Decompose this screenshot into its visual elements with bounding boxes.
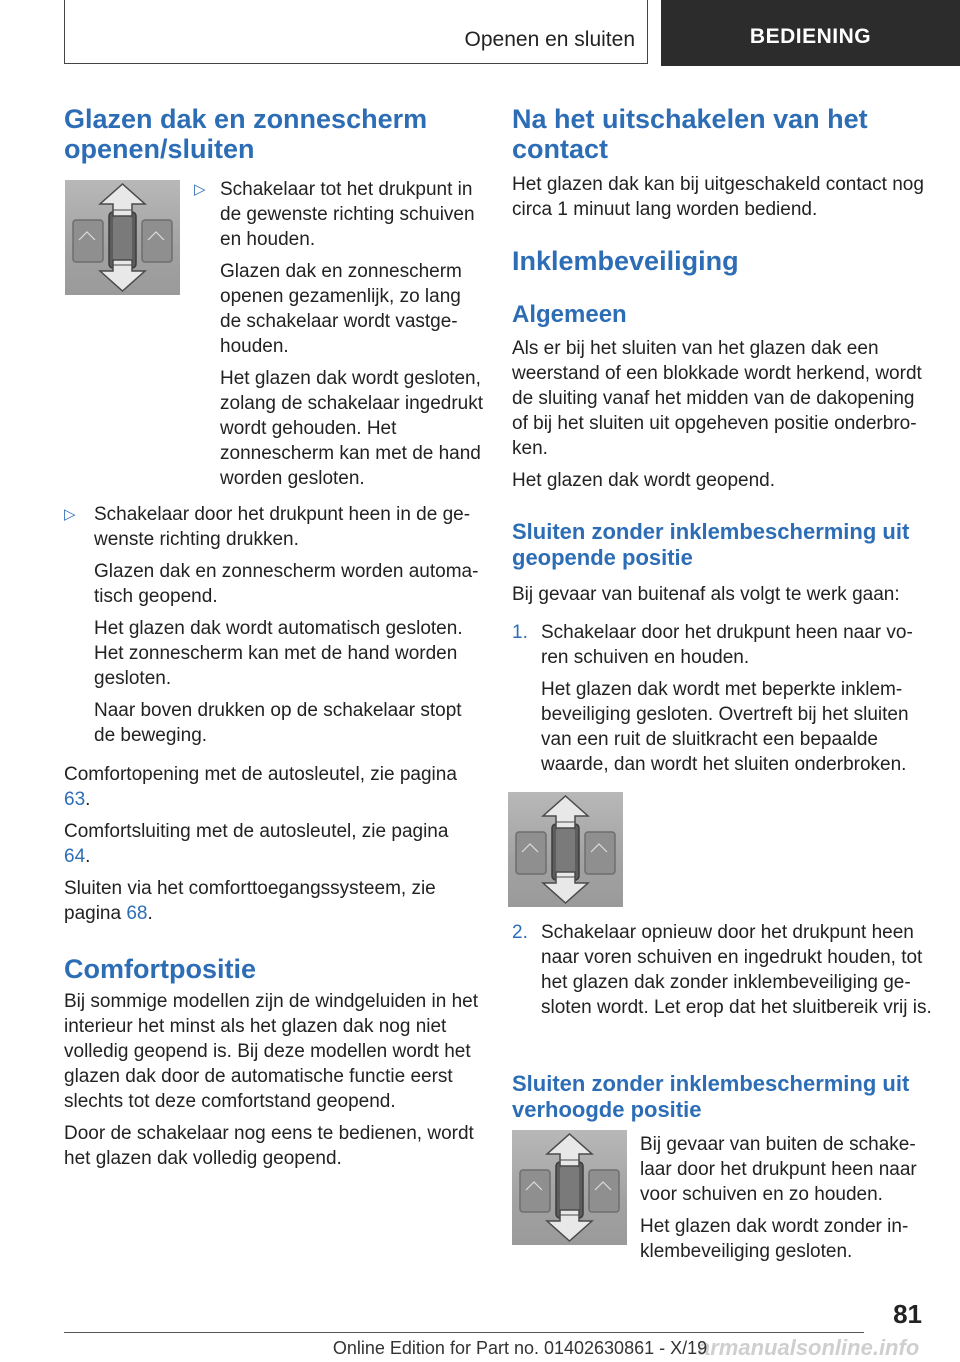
inklem-heading: Inklembeveiliging: [512, 246, 739, 276]
roof-switch-icon: [512, 1130, 627, 1245]
sub1-heading: Sluiten zonder inklembescherming uit geopende positie: [512, 519, 910, 570]
ref2-period: .: [85, 846, 91, 867]
comfort-p1: Bij sommige modellen zijn de windgeluiden in het interieur het minst als het glazen dak nog niet volledig geopend is. Bij deze modellen wordt het glazen dak door de automatische functie eerst slechts tot deze comfortstand geopend.: [64, 991, 479, 1112]
step1-text: Schakelaar tot het drukpunt in de gewenste richting schuiven en houden.: [220, 179, 475, 250]
ref3-period: .: [147, 903, 153, 924]
header-section-title: Openen en sluiten: [464, 28, 635, 51]
ref3-page-link[interactable]: 68: [126, 903, 148, 924]
left-heading: Glazen dak en zonnescherm openen/sluiten: [64, 104, 428, 164]
algemeen-block: [512, 336, 932, 493]
ref2-text: Comfortsluiting met de autosleutel, zie pagina: [64, 821, 449, 842]
sub1-step1-text: Schakelaar door het drukpunt heen naar voren schuiven en houden.: [541, 622, 913, 668]
step2-p1: Glazen dak en zonnescherm worden automatisch geopend.: [94, 561, 479, 607]
roof-switch-figure-3: [512, 1130, 627, 1245]
ref1-page-link[interactable]: 63: [64, 789, 86, 810]
ref2-page-link[interactable]: 64: [64, 846, 86, 867]
roof-switch-icon: [508, 792, 623, 907]
ref1-text: Comfortopening met de autosleutel, zie pagina: [64, 764, 457, 785]
watermark: armanualsonline.info: [698, 1335, 920, 1360]
edition-text: Online Edition for Part no. 01402630861 - X/19: [332, 1338, 708, 1358]
sub1-step1-number: 1.: [512, 622, 528, 643]
comfort-heading: Comfortpositie: [64, 954, 256, 984]
sub1-step1-p: Het glazen dak wordt met beperkte inklembeveiliging gesloten. Overtreft bij het sluiten van een ruit de sluitkracht een bepaalde waarde, dan wordt het sluiten onderbroken.: [541, 679, 909, 775]
algemeen-p2: Het glazen dak wordt geopend.: [512, 470, 776, 491]
step2-block: [64, 502, 484, 748]
chapter-tab-label: BEDIENING: [749, 25, 872, 48]
step1-block: [194, 177, 484, 491]
ref3-text: Sluiten via het comforttoegangssysteem, zie pagina: [64, 878, 436, 924]
page-number: 81: [893, 1299, 922, 1329]
step2-p3: Naar boven drukken op de schakelaar stopt de beweging.: [94, 700, 462, 746]
sub2-block: [640, 1132, 930, 1264]
roof-switch-figure-1: [65, 180, 180, 295]
step2-text: Schakelaar door het drukpunt heen in de gewenste richting drukken.: [94, 504, 471, 550]
sub1-step2: [512, 920, 932, 1020]
sub1-step2-number: 2.: [512, 922, 528, 943]
sub2-p2: Het glazen dak wordt zonder inklembeveiliging gesloten.: [640, 1216, 909, 1262]
step1-p2: Het glazen dak wordt gesloten, zolang de schakelaar ingedrukt wordt gehouden. Het zonnescherm kan met de hand worden gesloten.: [220, 368, 484, 489]
step2-bullet: ▷: [64, 506, 76, 523]
sub2-p1: Bij gevaar van buiten de schakelaar door het drukpunt heen naar voor schuiven en zo houden.: [640, 1134, 917, 1205]
sub2-heading: Sluiten zonder inklembescherming uit verhoogde positie: [512, 1071, 910, 1122]
comfort-p2: Door de schakelaar nog eens te bedienen, wordt het glazen dak volledig geopend.: [64, 1123, 474, 1169]
comfort-block: [64, 989, 484, 1171]
page-references: [64, 762, 464, 926]
right-p1: Het glazen dak kan bij uitgeschakeld contact nog circa 1 minuut lang worden bediend.: [512, 174, 924, 220]
roof-switch-icon: [65, 180, 180, 295]
sub1-step2-text: Schakelaar opnieuw door het drukpunt heen naar voren schuiven en ingedrukt houden, tot het glazen dak zonder inklembeveiliging gesloten wordt. Let erop dat het sluitbereik vrij is.: [541, 922, 932, 1018]
step1-bullet: ▷: [194, 181, 206, 198]
sub1-intro: Bij gevaar van buitenaf als volgt te werk gaan:: [512, 584, 900, 605]
roof-switch-figure-2: [508, 792, 623, 907]
ref1-period: .: [85, 789, 91, 810]
footer-divider: [64, 1332, 864, 1333]
right-heading: Na het uitschakelen van het contact: [512, 104, 868, 164]
step2-p2: Het glazen dak wordt automatisch gesloten. Het zonnescherm kan met de hand worden gesloten.: [94, 618, 463, 689]
header-chapter-tab: [661, 0, 960, 66]
sub1-step1: [512, 620, 932, 777]
algemeen-p1: Als er bij het sluiten van het glazen dak een weerstand of een blokkade wordt herkend, wordt de sluiting vanaf het midden van de dakopening of bij het sluiten uit opgeheven positie onderbroken.: [512, 338, 922, 459]
step1-p1: Glazen dak en zonnescherm openen gezamenlijk, zo lang de schakelaar wordt vastgehouden.: [220, 261, 462, 357]
algemeen-heading: Algemeen: [512, 301, 627, 328]
